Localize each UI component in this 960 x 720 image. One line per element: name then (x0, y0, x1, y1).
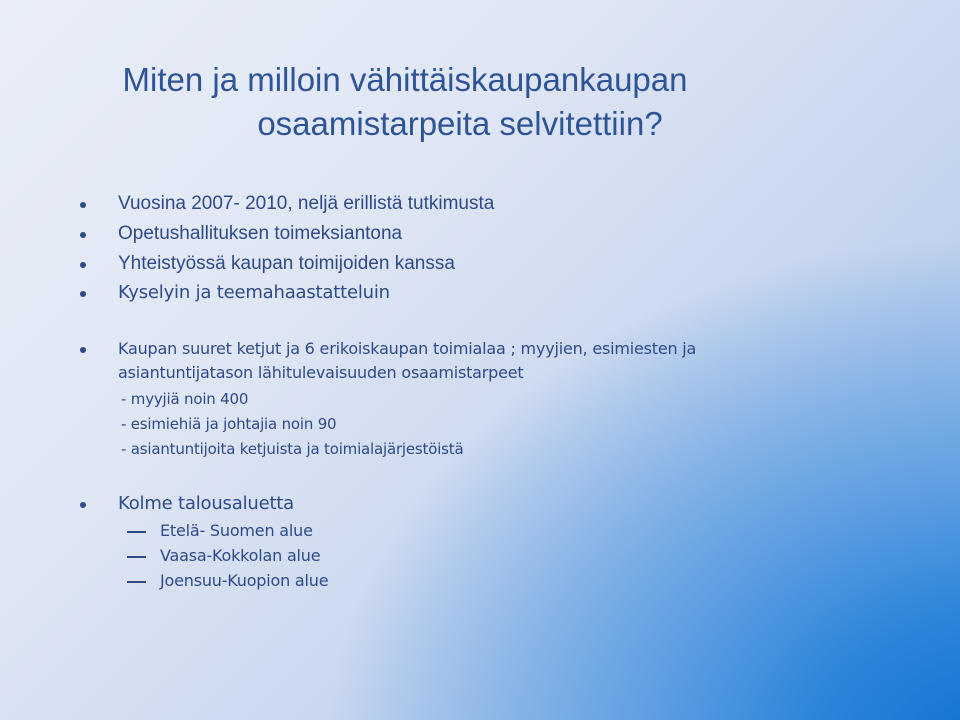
sub-item (0, 390, 960, 412)
dash-icon (127, 531, 146, 533)
list-item (0, 253, 960, 277)
region-text: Vaasa-Kokkolan alue (160, 546, 321, 565)
bullet-icon (80, 202, 86, 208)
slide-title (60, 58, 820, 146)
list-item-text: Vuosina 2007- 2010, neljä erillistä tutkimusta (118, 193, 495, 214)
region-item (0, 546, 960, 568)
list-item (0, 493, 960, 517)
bullet-icon (80, 347, 86, 353)
bullet-icon (80, 502, 86, 508)
sub-item-text: - asiantuntijoita ketjuista ja toimialajärjestöistä (121, 440, 464, 458)
sub-item (0, 415, 960, 437)
sub-item-text: - myyjiä noin 400 (121, 390, 249, 408)
list-item-text: Kolme talousaluetta (118, 493, 294, 514)
bullet-icon (80, 232, 86, 238)
list-item (0, 339, 960, 361)
list-item-text: Kaupan suuret ketjut ja 6 erikoiskaupan toimialaa ; myyjien, esimiesten ja (118, 339, 697, 358)
list-item-text: Kyselyin ja teemahaastatteluin (118, 282, 390, 303)
bullet-icon (80, 291, 86, 297)
list-item (0, 193, 960, 217)
list-item-text: Yhteistyössä kaupan toimijoiden kanssa (118, 253, 455, 274)
dash-icon (127, 581, 146, 583)
list-item-text: Opetushallituksen toimeksiantona (118, 223, 403, 244)
list-item-continuation (0, 363, 960, 385)
list-item (0, 282, 960, 306)
list-item-text: asiantuntijatason lähitulevaisuuden osaamistarpeet (118, 363, 524, 382)
region-text: Etelä- Suomen alue (160, 521, 313, 540)
title-line-2: osaamistarpeita selvitettiin? (257, 105, 663, 142)
sub-item (0, 440, 960, 462)
bullet-icon (80, 262, 86, 268)
region-item (0, 521, 960, 543)
title-line-1: Miten ja milloin vähittäiskaupankaupan (122, 61, 688, 98)
region-text: Joensuu-Kuopion alue (160, 571, 329, 590)
dash-icon (127, 556, 146, 558)
sub-item-text: - esimiehiä ja johtajia noin 90 (121, 415, 337, 433)
list-item (0, 223, 960, 247)
region-item (0, 571, 960, 593)
